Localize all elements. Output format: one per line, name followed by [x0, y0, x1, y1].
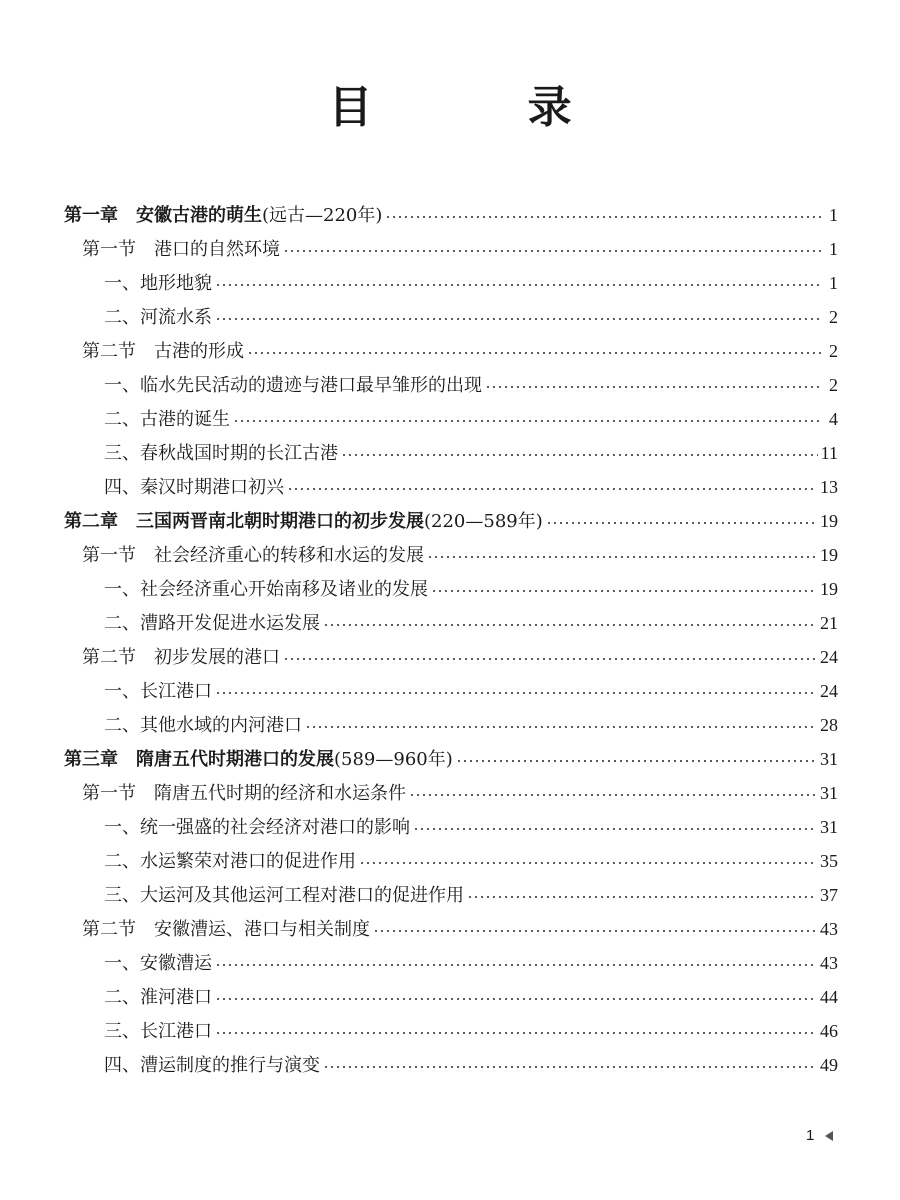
toc-entry-number: 第二节: [82, 341, 136, 362]
dot-leader: [341, 454, 818, 456]
dot-leader: [247, 352, 823, 354]
toc-page-number: 28: [820, 715, 838, 735]
toc-entry-label: 四、秦汉时期港口初兴: [104, 477, 284, 498]
toc-entry-label: 二、水运繁荣对港口的促进作用: [104, 851, 356, 872]
toc-entry-title: [64, 199, 382, 233]
dot-leader: [215, 318, 823, 320]
dot-leader: [427, 556, 817, 558]
toc-entry-title: [64, 743, 453, 777]
dot-leader: [546, 522, 817, 524]
toc-entry-title: [104, 981, 212, 1015]
toc-entry-number: 第二节: [82, 919, 136, 940]
toc-entry-title: [82, 777, 406, 811]
toc-entry-date-range: (远古—220年): [262, 205, 383, 226]
toc-entry-label: 二、其他水域的内河港口: [104, 715, 302, 736]
toc-subsection-row[interactable]: [64, 946, 838, 980]
dot-leader: [385, 216, 823, 218]
toc-entry-title: [104, 267, 212, 301]
table-of-contents: [64, 198, 838, 1082]
toc-page-number: 44: [820, 987, 838, 1007]
toc-entry-label: 隋唐五代时期港口的发展: [136, 749, 334, 770]
toc-subsection-row[interactable]: [64, 572, 838, 606]
dot-leader: [215, 1032, 817, 1034]
toc-page-number: 2: [829, 375, 838, 395]
toc-entry-number: 第二章: [64, 511, 118, 532]
toc-entry-title: [104, 369, 482, 403]
toc-entry-label: 三、长江港口: [104, 1021, 212, 1042]
toc-page-number: 2: [829, 307, 838, 327]
dot-leader: [409, 794, 817, 796]
dot-leader: [305, 726, 817, 728]
toc-entry-title: [104, 607, 320, 641]
toc-section-row[interactable]: [64, 232, 838, 266]
toc-page-number: 1: [829, 205, 838, 225]
toc-section-row[interactable]: [64, 538, 838, 572]
toc-entry-title: [82, 233, 280, 267]
toc-entry-title: [104, 879, 464, 913]
toc-entry-label: 一、统一强盛的社会经济对港口的影响: [104, 817, 410, 838]
toc-entry-label: 二、淮河港口: [104, 987, 212, 1008]
toc-entry-label: 二、漕路开发促进水运发展: [104, 613, 320, 634]
toc-entry-label: 二、古港的诞生: [104, 409, 230, 430]
dot-leader: [215, 692, 817, 694]
toc-page-number: 43: [820, 953, 838, 973]
toc-page-number: 24: [820, 647, 838, 667]
toc-entry-label: 一、安徽漕运: [104, 953, 212, 974]
toc-entry-label: 社会经济重心的转移和水运的发展: [154, 545, 424, 566]
toc-entry-title: [104, 403, 230, 437]
toc-subsection-row[interactable]: [64, 674, 838, 708]
toc-entry-title: [104, 675, 212, 709]
toc-entry-date-range: (220—589年): [424, 511, 543, 532]
toc-entry-number: 第一节: [82, 783, 136, 804]
toc-page-number: 35: [820, 851, 838, 871]
toc-page-number: 11: [820, 443, 838, 463]
toc-page-number: 21: [820, 613, 838, 633]
dot-leader: [287, 488, 817, 490]
toc-section-row[interactable]: [64, 912, 838, 946]
toc-chapter-row[interactable]: [64, 742, 838, 776]
toc-entry-number: 第一章: [64, 205, 118, 226]
toc-page-number: 31: [820, 749, 838, 769]
toc-entry-title: [82, 539, 424, 573]
toc-page-number: 49: [820, 1055, 838, 1075]
dot-leader: [215, 998, 817, 1000]
toc-entry-title: [82, 641, 280, 675]
toc-subsection-row[interactable]: [64, 1014, 838, 1048]
dot-leader: [467, 896, 817, 898]
toc-page-number: 46: [820, 1021, 838, 1041]
toc-entry-label: 古港的形成: [154, 341, 244, 362]
toc-entry-number: 第一节: [82, 545, 136, 566]
toc-section-row[interactable]: [64, 776, 838, 810]
toc-page-number: 43: [820, 919, 838, 939]
dot-leader: [456, 760, 817, 762]
toc-chapter-row[interactable]: [64, 198, 838, 232]
toc-entry-label: 三、春秋战国时期的长江古港: [104, 443, 338, 464]
toc-entry-title: [104, 1015, 212, 1049]
toc-entry-label: 初步发展的港口: [154, 647, 280, 668]
dot-leader: [233, 420, 823, 422]
dot-leader: [323, 624, 817, 626]
toc-entry-title: [104, 301, 212, 335]
toc-entry-date-range: (589—960年): [334, 749, 453, 770]
toc-entry-title: [104, 437, 338, 471]
dot-leader: [323, 1066, 817, 1068]
toc-subsection-row[interactable]: [64, 402, 838, 436]
toc-entry-number: 第一节: [82, 239, 136, 260]
toc-entry-title: [104, 845, 356, 879]
toc-entry-title: [82, 913, 370, 947]
dot-leader: [283, 250, 823, 252]
toc-page-number: 31: [820, 783, 838, 803]
toc-subsection-row[interactable]: [64, 470, 838, 504]
toc-subsection-row[interactable]: [64, 606, 838, 640]
page-number: 1: [806, 1127, 815, 1144]
toc-page-number: 31: [820, 817, 838, 837]
toc-section-row[interactable]: [64, 334, 838, 368]
dot-leader: [283, 658, 817, 660]
toc-page-number: 1: [829, 273, 838, 293]
toc-entry-title: [104, 947, 212, 981]
toc-entry-label: 一、长江港口: [104, 681, 212, 702]
toc-entry-label: 一、临水先民活动的遗迹与港口最早雏形的出现: [104, 375, 482, 396]
toc-section-row[interactable]: [64, 640, 838, 674]
toc-page-number: 19: [820, 511, 838, 531]
toc-entry-title: [104, 709, 302, 743]
toc-subsection-row[interactable]: [64, 368, 838, 402]
toc-entry-title: [64, 505, 543, 539]
toc-chapter-row[interactable]: [64, 504, 838, 538]
toc-page-number: 2: [829, 341, 838, 361]
toc-page-number: 19: [820, 545, 838, 565]
toc-subsection-row[interactable]: [64, 844, 838, 878]
toc-entry-label: 一、社会经济重心开始南移及诸业的发展: [104, 579, 428, 600]
toc-entry-title: [104, 573, 428, 607]
toc-page-number: 13: [820, 477, 838, 497]
toc-subsection-row[interactable]: [64, 878, 838, 912]
dot-leader: [359, 862, 817, 864]
toc-subsection-row[interactable]: [64, 266, 838, 300]
toc-page-number: 24: [820, 681, 838, 701]
dot-leader: [485, 386, 823, 388]
toc-subsection-row[interactable]: [64, 1048, 838, 1082]
toc-entry-label: 三国两晋南北朝时期港口的初步发展: [136, 511, 424, 532]
toc-subsection-row[interactable]: [64, 708, 838, 742]
page-title: 目 录: [328, 82, 642, 133]
toc-entry-title: [104, 811, 410, 845]
dot-leader: [215, 284, 823, 286]
toc-entry-title: [104, 471, 284, 505]
toc-entry-label: 港口的自然环境: [154, 239, 280, 260]
toc-page-number: 4: [829, 409, 838, 429]
dot-leader: [215, 964, 817, 966]
toc-page-number: 37: [820, 885, 838, 905]
toc-entry-label: 三、大运河及其他运河工程对港口的促进作用: [104, 885, 464, 906]
toc-entry-title: [82, 335, 244, 369]
toc-subsection-row[interactable]: [64, 436, 838, 470]
toc-subsection-row[interactable]: [64, 810, 838, 844]
toc-entry-number: 第三章: [64, 749, 118, 770]
toc-entry-label: 四、漕运制度的推行与演变: [104, 1055, 320, 1076]
toc-page-number: 1: [829, 239, 838, 259]
toc-entry-label: 安徽漕运、港口与相关制度: [154, 919, 370, 940]
toc-entry-number: 第二节: [82, 647, 136, 668]
toc-entry-label: 二、河流水系: [104, 307, 212, 328]
toc-entry-label: 安徽古港的萌生: [136, 205, 262, 226]
left-triangle-icon: [825, 1131, 833, 1141]
toc-entry-label: 隋唐五代时期的经济和水运条件: [154, 783, 406, 804]
toc-subsection-row[interactable]: [64, 300, 838, 334]
dot-leader: [431, 590, 817, 592]
toc-page-number: 19: [820, 579, 838, 599]
dot-leader: [413, 828, 817, 830]
toc-subsection-row[interactable]: [64, 980, 838, 1014]
toc-entry-label: 一、地形地貌: [104, 273, 212, 294]
dot-leader: [373, 930, 817, 932]
toc-entry-title: [104, 1049, 320, 1083]
